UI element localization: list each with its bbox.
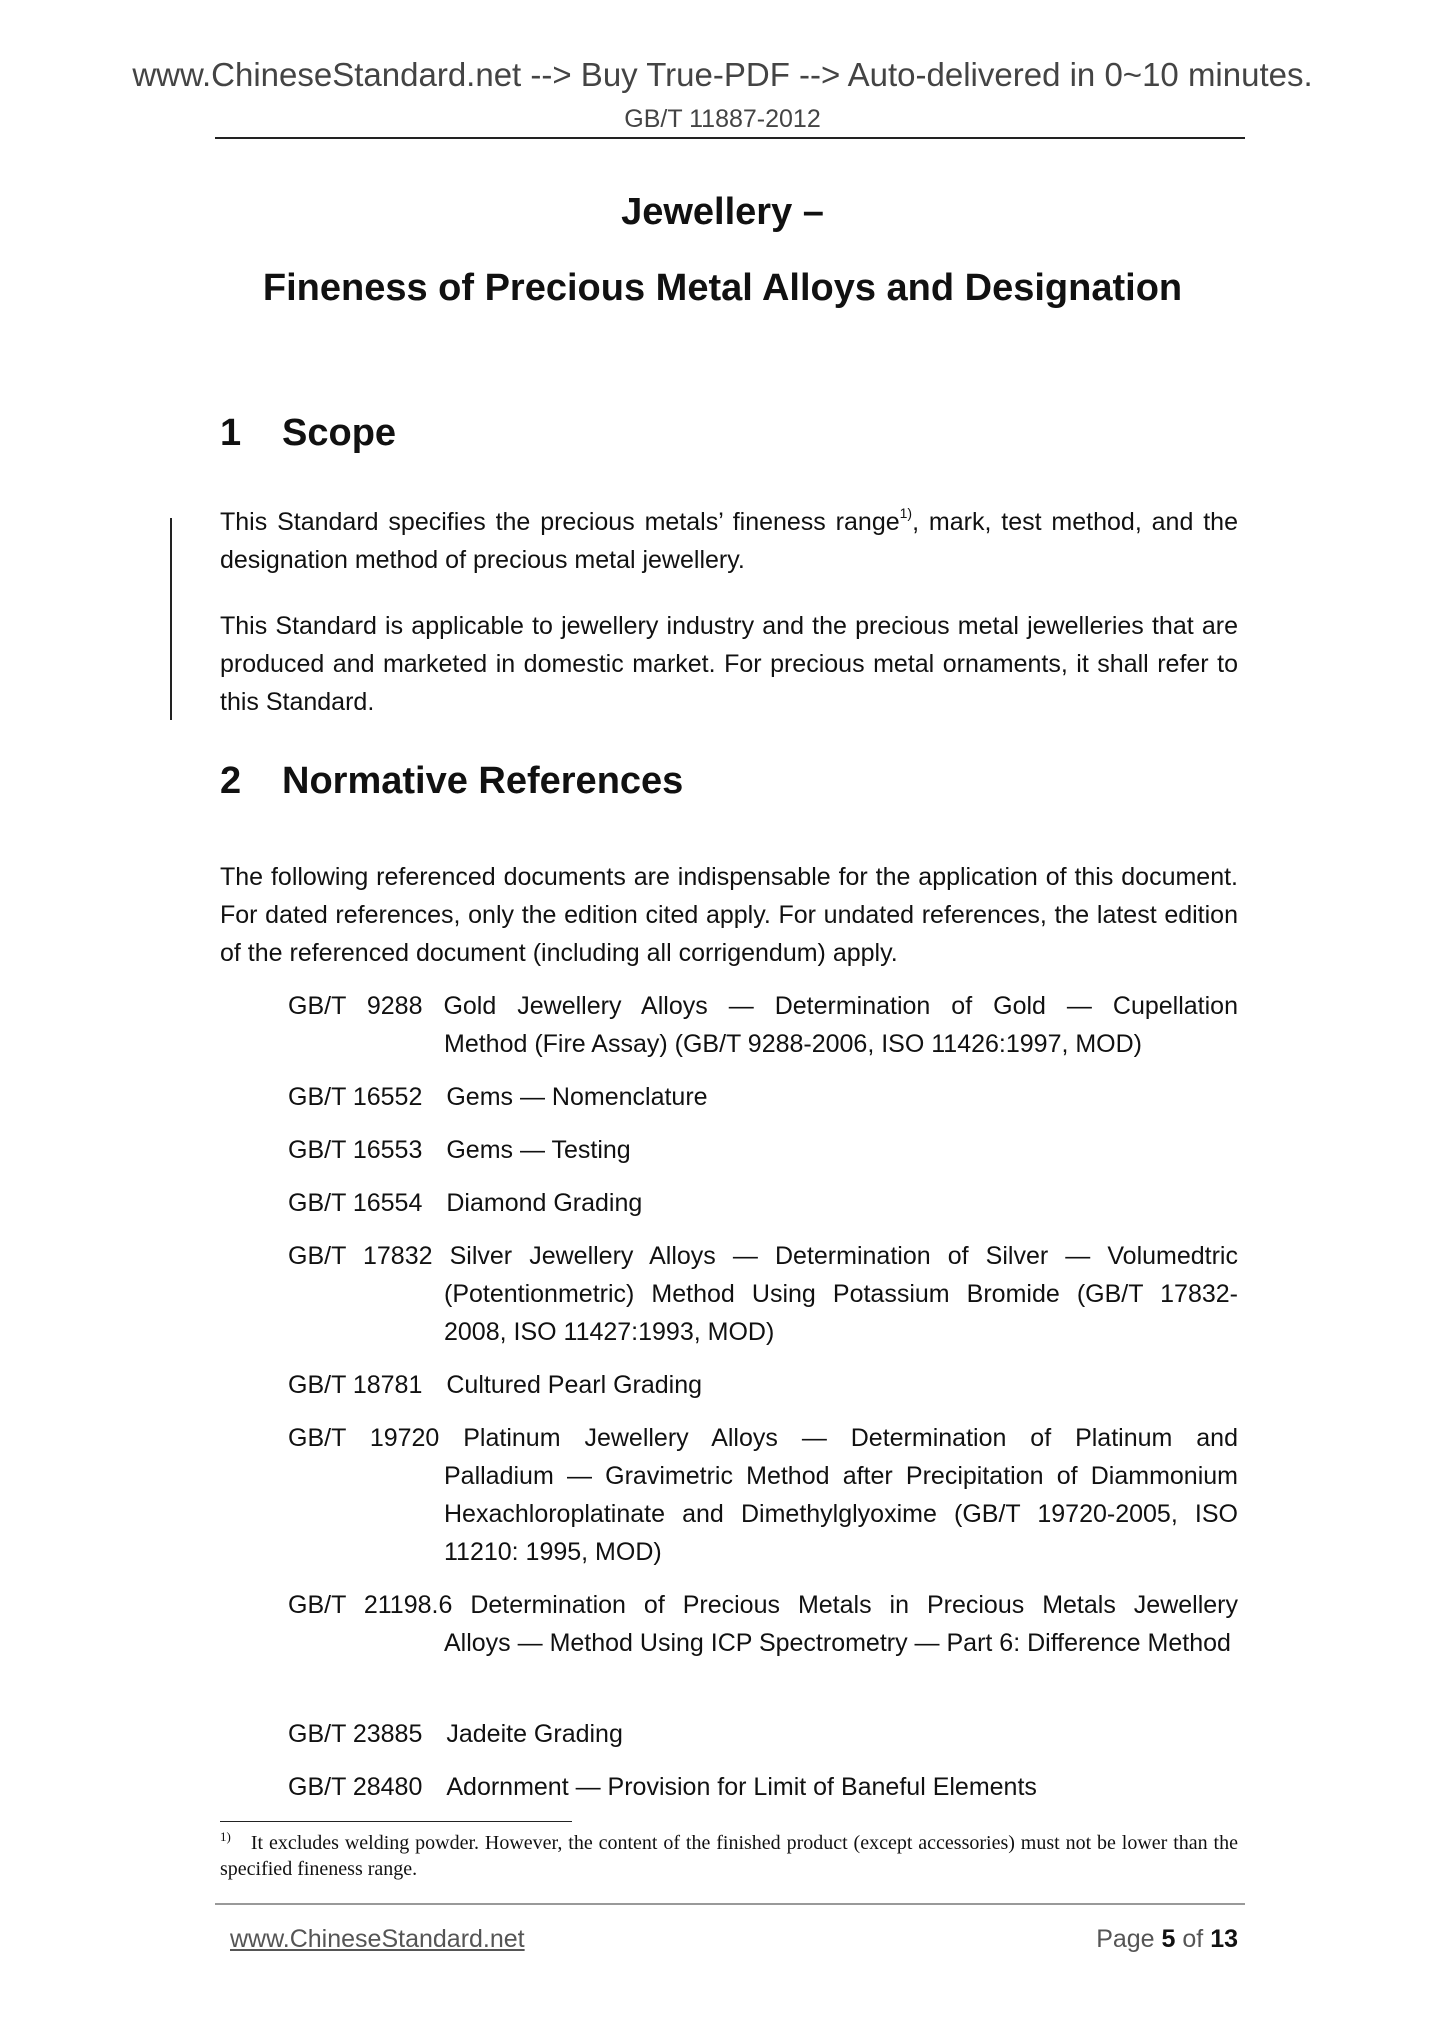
reference-first-line: GB/T 9288 Gold Jewellery Alloys — Determination of Gold — Cupellation — [288, 992, 1238, 1020]
header-divider — [215, 137, 1245, 139]
reference-code: GB/T 28480 — [288, 1773, 423, 1801]
scope-paragraph-1 — [220, 503, 1238, 579]
reference-title: Diamond Grading — [446, 1189, 643, 1217]
page-total: 13 — [1210, 1925, 1238, 1953]
document-title-line1: Jewellery – — [621, 191, 824, 233]
page-current: 5 — [1161, 1925, 1176, 1953]
reference-item — [288, 1184, 1238, 1222]
reference-item — [288, 1715, 1238, 1753]
scope-paragraph-2: This Standard is applicable to jewellery industry and the precious metal jewelleries that are produced and marketed in domestic market. For precious metal ornaments, it shall refer to this Standard. — [220, 612, 1238, 716]
footer-website-link[interactable]: www.ChineseStandard.net — [230, 1925, 525, 1953]
footer-divider — [215, 1903, 1245, 1905]
page-of-label: of — [1175, 1925, 1211, 1953]
reference-continuation: Method (Fire Assay) (GB/T 9288-2006, ISO 11426:1997, MOD) — [444, 1030, 1143, 1058]
reference-title: Adornment — Provision for Limit of Baneful Elements — [446, 1773, 1037, 1801]
reference-first-line: GB/T 17832 Silver Jewellery Alloys — Determination of Silver — Volumedtric — [288, 1242, 1238, 1270]
footnote-mark: 1) — [220, 1829, 231, 1844]
reference-item — [288, 1366, 1238, 1404]
reference-item — [288, 1078, 1238, 1116]
reference-continuation: (Potentionmetric) Method Using Potassium Bromide (GB/T 17832-2008, ISO 11427:1993, MOD) — [444, 1280, 1238, 1346]
reference-item — [288, 1419, 1238, 1571]
section-title: Normative References — [282, 760, 684, 802]
footnote-divider — [220, 1821, 572, 1822]
scope-text-cont: , mark, test method, and the designation method of precious metal jewellery. — [220, 508, 1238, 574]
reference-continuation: Palladium — Gravimetric Method after Precipitation of Diammonium Hexachloroplatinate and Dimethylglyoxime (GB/T 19720-2005, ISO 11210: 1995, MOD) — [444, 1462, 1238, 1566]
site-banner: www.ChineseStandard.net --> Buy True-PDF --> Auto-delivered in 0~10 minutes. — [132, 56, 1313, 93]
reference-title: Cultured Pearl Grading — [446, 1371, 703, 1399]
reference-item — [288, 1237, 1238, 1351]
reference-code: GB/T 16552 — [288, 1083, 423, 1111]
reference-title: Gems — Testing — [446, 1136, 631, 1164]
reference-item — [288, 1131, 1238, 1169]
section-1-heading — [220, 412, 396, 455]
document-title-line2: Fineness of Precious Metal Alloys and Designation — [262, 267, 1183, 309]
reference-item — [288, 1768, 1238, 1806]
reference-continuation: Alloys — Method Using ICP Spectrometry — Part 6: Difference Method — [444, 1629, 1231, 1657]
reference-code: GB/T 23885 — [288, 1720, 423, 1748]
footnote-ref[interactable]: 1) — [899, 505, 913, 521]
reference-item — [288, 1586, 1238, 1662]
section-number: 1 — [220, 412, 242, 454]
footnote-text: It excludes welding powder. However, the content of the finished product (except accessories) must not be lower than the specified fineness range. — [220, 1832, 1238, 1880]
reference-code: GB/T 16553 — [288, 1136, 423, 1164]
reference-code: GB/T 18781 — [288, 1371, 423, 1399]
references-intro: The following referenced documents are indispensable for the application of this document. For dated references, only the edition cited apply. For undated references, the latest edition of the referenced document (including all corrigendum) apply. — [220, 863, 1238, 967]
change-bar — [170, 518, 172, 720]
scope-text: This Standard specifies the precious metals’ fineness range — [220, 508, 900, 536]
reference-code: GB/T 16554 — [288, 1189, 423, 1217]
reference-title: Jadeite Grading — [446, 1720, 623, 1748]
reference-first-line: GB/T 19720 Platinum Jewellery Alloys — Determination of Platinum and — [288, 1424, 1238, 1452]
footnote — [220, 1830, 1238, 1882]
section-number: 2 — [220, 760, 242, 802]
standard-code: GB/T 11887-2012 — [624, 105, 821, 133]
page-label: Page — [1096, 1925, 1162, 1953]
page-number — [1096, 1925, 1238, 1954]
reference-item — [288, 987, 1238, 1063]
section-title: Scope — [282, 412, 397, 454]
section-2-heading — [220, 760, 683, 803]
reference-title: Gems — Nomenclature — [446, 1083, 708, 1111]
reference-first-line: GB/T 21198.6 Determination of Precious Metals in Precious Metals Jewellery — [288, 1591, 1238, 1619]
